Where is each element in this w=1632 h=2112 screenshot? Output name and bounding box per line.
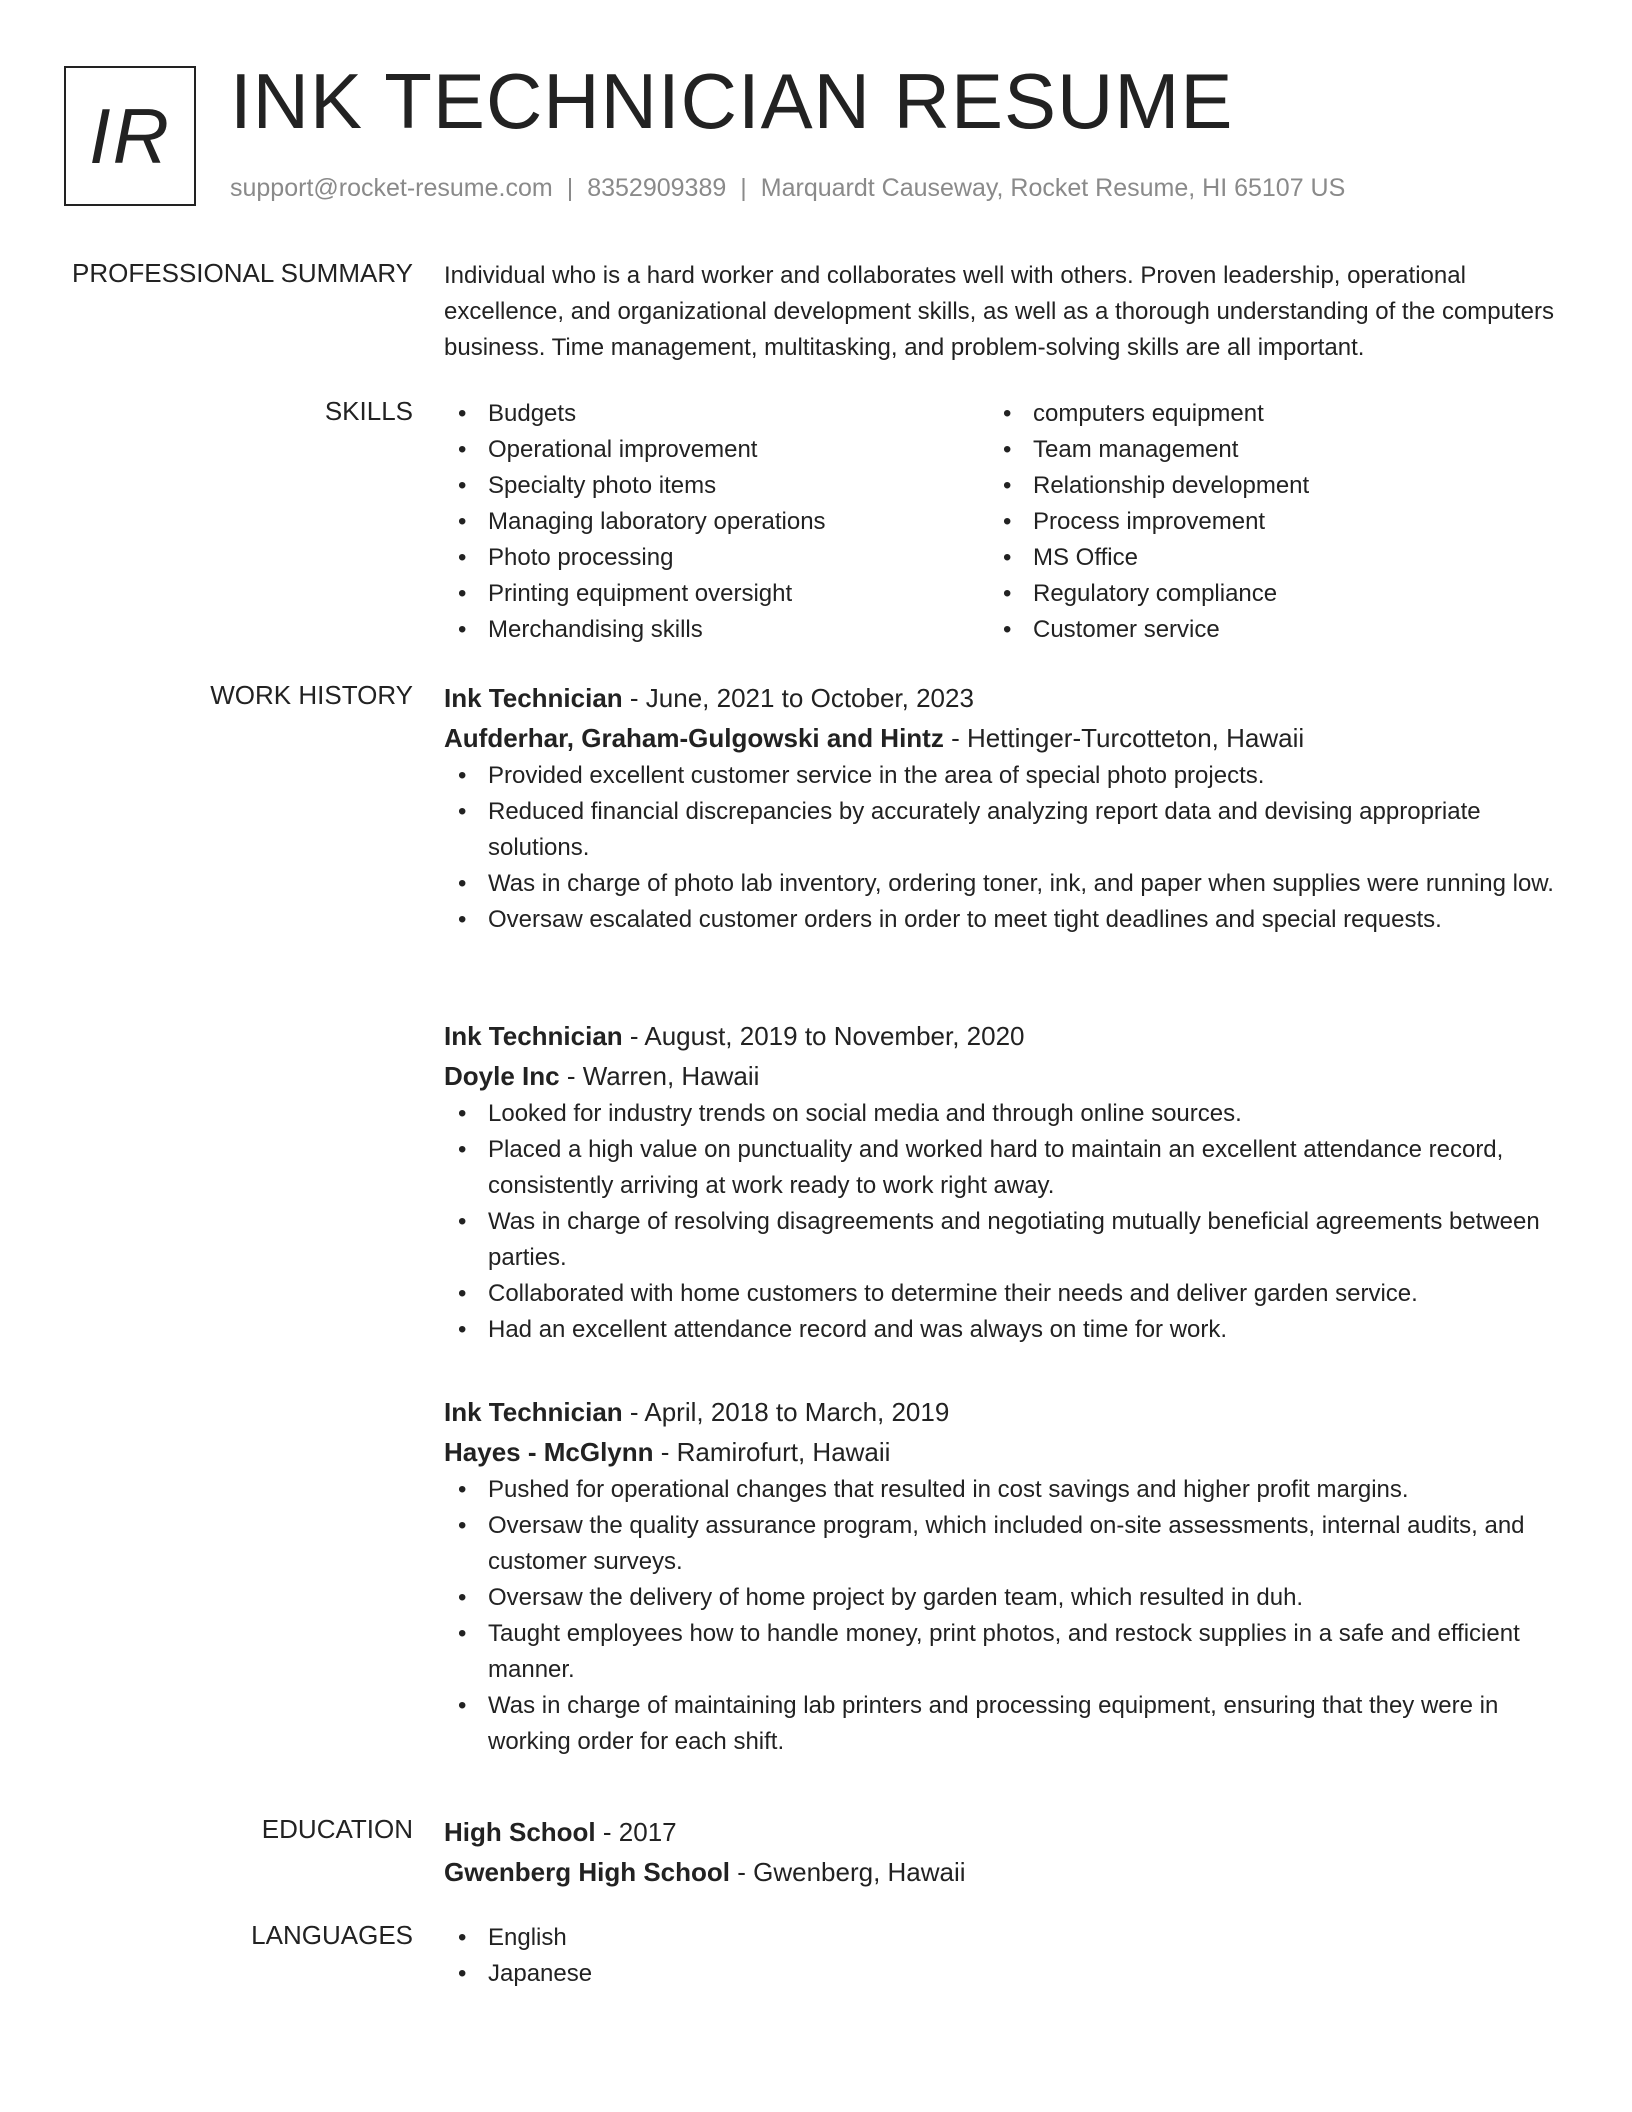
job-company: Aufderhar, Graham-Gulgowski and Hintz xyxy=(444,723,944,753)
job-company: Doyle Inc xyxy=(444,1061,560,1091)
school-name: Gwenberg High School xyxy=(444,1857,731,1887)
job-bullets xyxy=(444,1472,1554,1760)
resume-title: INK TECHNICIAN RESUME xyxy=(230,57,1234,145)
school-location: - Gwenberg, Hawaii xyxy=(730,1857,966,1887)
list-item: • Had an excellent attendance record and was always on time for work. xyxy=(444,1312,1554,1348)
list-item: • Was in charge of photo lab inventory, ordering toner, ink, and paper when supplies were running low. xyxy=(444,866,1554,902)
list-item: • computers equipment xyxy=(989,396,1534,432)
job-location: - Ramirofurt, Hawaii xyxy=(653,1437,891,1467)
list-item: • Customer service xyxy=(989,612,1534,648)
list-item: • Specialty photo items xyxy=(444,468,989,504)
section-label: SKILLS xyxy=(324,396,413,426)
list-item: • Team management xyxy=(989,432,1534,468)
list-item: • Provided excellent customer service in the area of special photo projects. xyxy=(444,758,1554,794)
contact-separator: | xyxy=(566,174,574,202)
list-item: • Managing laboratory operations xyxy=(444,504,989,540)
list-item: • Operational improvement xyxy=(444,432,989,468)
section-label: PROFESSIONAL SUMMARY xyxy=(72,258,413,288)
section-label: EDUCATION xyxy=(261,1814,413,1844)
list-item: • Japanese xyxy=(444,1956,1554,1992)
list-item: • Regulatory compliance xyxy=(989,576,1534,612)
degree-line xyxy=(444,1812,1554,1852)
monogram-logo: IR xyxy=(64,66,196,206)
job-dates: - June, 2021 to October, 2023 xyxy=(622,683,974,713)
list-item: • Placed a high value on punctuality and worked hard to maintain an excellent attendance record, consistently arriving at work ready to work right away. xyxy=(444,1132,1554,1204)
languages-list xyxy=(444,1920,1554,1992)
list-item: • Pushed for operational changes that resulted in cost savings and higher profit margins. xyxy=(444,1472,1554,1508)
section-label: WORK HISTORY xyxy=(210,680,413,710)
list-item: • Was in charge of resolving disagreements and negotiating mutually beneficial agreements between parties. xyxy=(444,1204,1554,1276)
list-item: • Collaborated with home customers to determine their needs and deliver garden service. xyxy=(444,1276,1554,1312)
job-location: - Warren, Hawaii xyxy=(559,1061,760,1091)
skills-list-right xyxy=(989,396,1534,648)
list-item: • Process improvement xyxy=(989,504,1534,540)
job-title-line xyxy=(444,1392,1554,1432)
job-title: Ink Technician xyxy=(444,1021,623,1051)
job-company-line xyxy=(444,1056,1554,1096)
job-location: - Hettinger-Turcotteton, Hawaii xyxy=(943,723,1305,753)
job-dates: - August, 2019 to November, 2020 xyxy=(622,1021,1025,1051)
job-bullets xyxy=(444,1096,1554,1348)
contact-phone: 8352909389 xyxy=(587,174,727,202)
job-title-line xyxy=(444,1016,1554,1056)
list-item: • Reduced financial discrepancies by accurately analyzing report data and devising appropriate solutions. xyxy=(444,794,1554,866)
list-item: • Merchandising skills xyxy=(444,612,989,648)
list-item: • Oversaw escalated customer orders in order to meet tight deadlines and special requests. xyxy=(444,902,1554,938)
job-company-line xyxy=(444,718,1554,758)
contact-line xyxy=(230,174,1345,203)
job-title: Ink Technician xyxy=(444,683,623,713)
list-item: • Oversaw the quality assurance program, which included on-site assessments, internal audits, and customer surveys. xyxy=(444,1508,1554,1580)
list-item: • English xyxy=(444,1920,1554,1956)
section-label: LANGUAGES xyxy=(251,1920,413,1950)
job-dates: - April, 2018 to March, 2019 xyxy=(622,1397,950,1427)
contact-email: support@rocket-resume.com xyxy=(230,174,553,202)
graduation-year: - 2017 xyxy=(595,1817,677,1847)
list-item: • Was in charge of maintaining lab printers and processing equipment, ensuring that they were in working order for each shift. xyxy=(444,1688,1554,1760)
skills-columns xyxy=(444,396,1554,648)
list-item: • Relationship development xyxy=(989,468,1534,504)
contact-address: Marquardt Causeway, Rocket Resume, HI 65107 US xyxy=(760,174,1346,202)
list-item: • Budgets xyxy=(444,396,989,432)
contact-separator: | xyxy=(740,174,747,202)
list-item: • Taught employees how to handle money, print photos, and restock supplies in a safe and efficient manner. xyxy=(444,1616,1554,1688)
list-item: • Oversaw the delivery of home project by garden team, which resulted in duh. xyxy=(444,1580,1554,1616)
job-bullets xyxy=(444,758,1554,938)
list-item: • Photo processing xyxy=(444,540,989,576)
job-title: Ink Technician xyxy=(444,1397,623,1427)
list-item: • Printing equipment oversight xyxy=(444,576,989,612)
list-item: • Looked for industry trends on social media and through online sources. xyxy=(444,1096,1554,1132)
job-company-line xyxy=(444,1432,1554,1472)
job-title-line xyxy=(444,678,1554,718)
school-line xyxy=(444,1852,1554,1892)
degree: High School xyxy=(444,1817,596,1847)
summary-text: Individual who is a hard worker and collaborates well with others. Proven leadership, operational excellence, and organizational development skills, as well as a thorough understanding of the computers business. Time management, multitasking, and problem-solving skills are all important. xyxy=(444,262,1554,361)
list-item: • MS Office xyxy=(989,540,1534,576)
skills-list-left xyxy=(444,396,989,648)
job-company: Hayes - McGlynn xyxy=(444,1437,654,1467)
